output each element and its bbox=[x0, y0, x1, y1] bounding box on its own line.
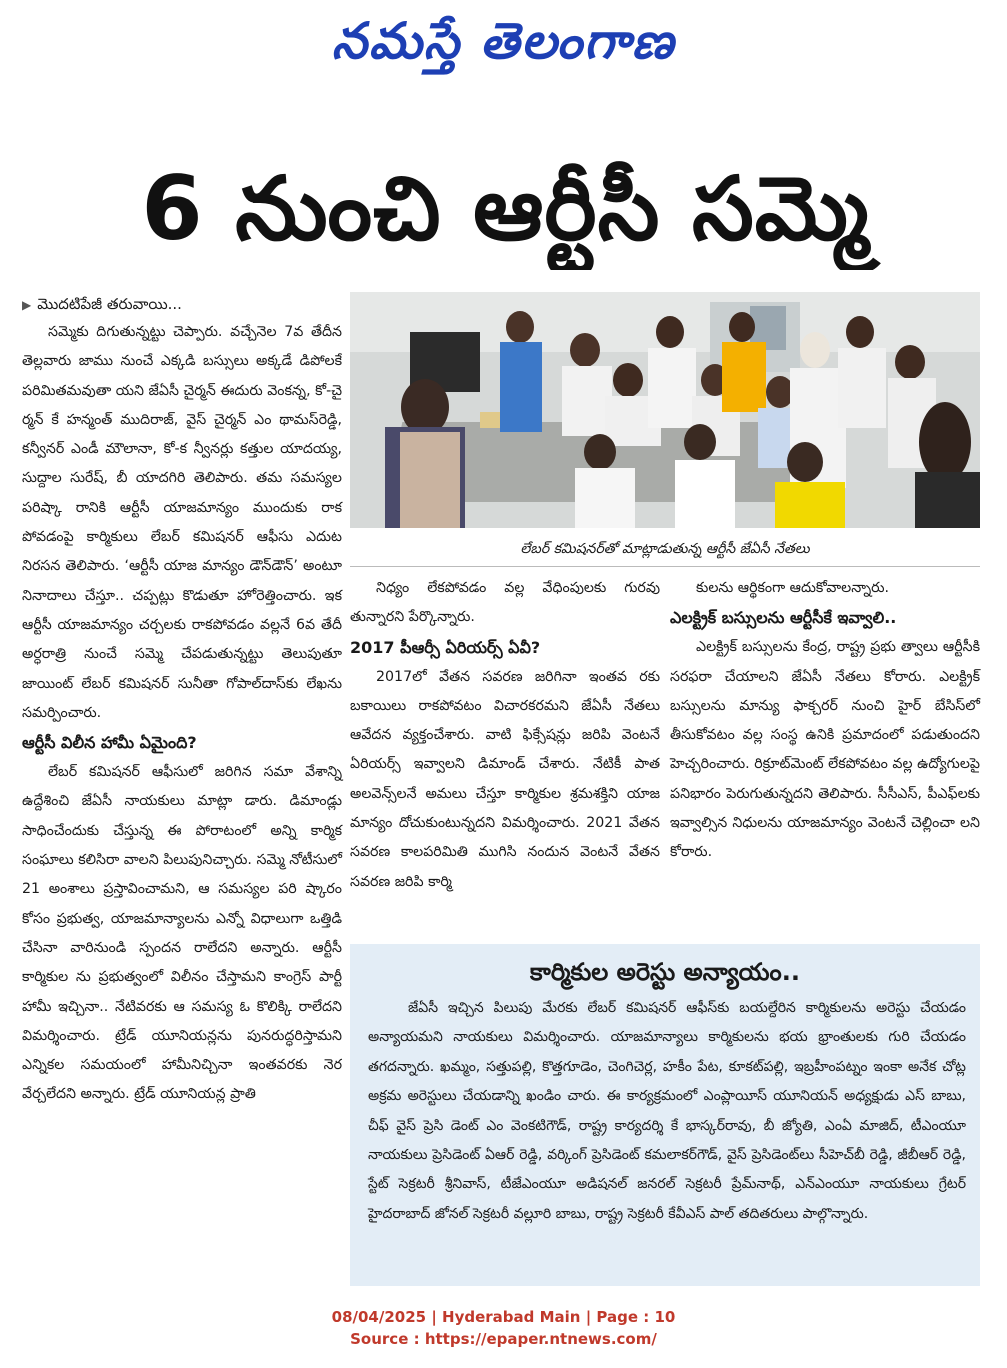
masthead-logo: నమస్తే తెలంగాణ bbox=[331, 11, 676, 70]
kicker-text: మొదటిపేజీ తరువాయి... bbox=[37, 295, 182, 313]
column2-subhead: 2017 పీఆర్సీ ఏరియర్స్ ఏవీ? bbox=[350, 637, 541, 657]
column3-para2: ఎలక్ట్రిక్ బస్సులను కేంద్ర, రాష్ట్ర ప్రభు త్వాలు ఆర్టీసీకి సరఫరా చేయాలని జేఏసీ నేతలు కోరారు. ఎలక్ట్రిక్ బస్సులను మాన్యు ఫాక్చరర్ నుంచి హైర్ బేసిస్‌లో తీసుకోవటం వల్ల సంస్థ ఉనికి ప్రమాదంలో పడుతుందని హెచ్చరించారు. రిక్రూట్‌మెంట్ లేకపోవటం వల్ల ఉద్యోగులపై పనిభారం పెరుగుతున్నదని తెలిపారు. సీసీఎస్, పీఎఫ్‌లకు ఇవ్వాల్సిన నిధులను యాజమాన్యం వెంటనే చెల్లించా లని కోరారు. bbox=[670, 639, 980, 861]
column2-para1: నిధ్యం లేకపోవడం వల్ల వేధింపులకు గురవు తున్నారని పేర్కొన్నారు. bbox=[350, 580, 660, 626]
column-2 bbox=[350, 574, 660, 897]
column-1 bbox=[22, 318, 342, 1110]
column1-para2: లేబర్ కమిషనర్ ఆఫీసులో జరిగిన సమా వేశాన్ని ఉద్దేశించి జేఏసీ నాయకులు మాట్లా డారు. డిమాండ్లు సాధించేందుకు చేస్తున్న ఈ పోరాటంలో అన్ని కార్మిక సంఘాలు కలిసిరా వాలని పిలుపునిచ్చారు. సమ్మె నోటీసులో 21 అంశాలు ప్రస్తావించామని, ఆ సమస్యల పరి ష్కారం కోసం ప్రభుత్వ, యాజమాన్యాలను ఎన్నో విధాలుగా ఒత్తిడి చేసినా వారినుండి స్పందన రాలేదని అన్నారు. ఆర్టీసీ కార్మికుల ను ప్రభుత్వంలో విలీనం చేస్తామని కాంగ్రెస్ పార్టీ హామీ ఇచ్చినా.. నేటివరకు ఆ సమస్య ఓ కొలిక్కి రాలేదని విమర్శించారు. ట్రేడ్ యూనియన్లను పునరుద్ధరిస్తామని ఎన్నికల సమయంలో హామీనిచ్చినా ఇంతవరకు నెర వేర్చలేదని అన్నారు. ట్రేడ్ యూనియన్ల ప్రాతి bbox=[22, 764, 342, 1103]
column3-subhead: ఎలక్ట్రిక్ బస్సులను ఆర్టీసీకే ఇవ్వాలి.. bbox=[670, 608, 897, 628]
news-photo bbox=[350, 292, 980, 528]
headline: 6 నుంచి ఆర్టీసీ సమ్మె bbox=[141, 157, 870, 260]
triangle-icon: ▶ bbox=[22, 298, 32, 312]
box-body bbox=[368, 994, 966, 1229]
meeting-photo-illustration bbox=[350, 292, 980, 528]
column1-para1: సమ్మెకు దిగుతున్నట్టు చెప్పారు. వచ్చేనెల 7వ తేదీన తెల్లవారు జాము నుంచే ఎక్కడి బస్సులు అక్కడే డిపోలకే పరిమితమవుతా యని జేఏసీ చైర్మన్ ఈదురు వెంకన్న, కో-చై ర్మన్ కే హన్మంత్ ముదిరాజ్, వైస్ చైర్మన్ ఎం థామస్‌రెడ్డి, కన్వీనర్ ఎండీ మౌలానా, కో-క న్వీనర్లు కత్తుల యాదయ్య, సుద్దాల సురేష్, బీ యాదగిరి తెలిపారు. తమ సమస్యల పరిష్కా రానికి ఆర్టీసీ యాజమాన్యం ముందుకు రాక పోవడంపై కార్మికులు లేబర్ కమిషనర్ ఆఫీసు ఎదుట నిరసన తెలిపారు. ‘ఆర్టీసీ యాజ మాన్యం డౌన్‌డౌన్’ అంటూ నినాదాలు చేస్తూ.. చప్పట్లు కొడుతూ హోరెత్తించారు. ఇక ఆర్టీసీ యాజమాన్యం చర్చలకు రాకపోవడం వల్లనే 6వ తేదీ అర్ధరాత్రి నుంచే సమ్మె చేపడుతున్నట్టు తెలుపుతూ జాయింట్ లేబర్ కమిషనర్ సునీతా గోపాల్‌దాస్‌కు లేఖను సమర్పించారు. bbox=[22, 324, 342, 721]
arrest-box bbox=[350, 944, 980, 1286]
box-paragraph: జేఏసీ ఇచ్చిన పిలుపు మేరకు లేబర్ కమిషనర్ ఆఫీస్‌కు బయల్దేరిన కార్మికులను అరెస్టు చేయడం అన్యాయమని నాయకులు విమర్శించారు. యాజమాన్యాలు కార్మికులను భయ భ్రాంతులకు గురి చేయడం తగదన్నారు. ఖమ్మం, సత్తుపల్లి, కొత్తగూడెం, చెంగిచెర్ల, హకీం పేట, కూకట్‌పల్లి, ఇబ్రహీంపట్నం ఇంకా అనేక చోట్ల అక్రమ అరెస్టులు చేయడాన్ని ఖండిం చారు. ఈ కార్యక్రమంలో ఎంప్లాయీస్ యూనియన్ అధ్యక్షుడు ఎస్ బాబు, చీఫ్ వైస్ ప్రెసి డెంట్ ఎం వెంకటిగౌడ్, రాష్ట్ర కార్యదర్శి కే భాస్కర్‌రావు, బీ జ్యోతి, ఎంఏ మాజిద్, టీఎంయూ నాయకులు ప్రెసిడెంట్ ఏఆర్ రెడ్డి, వర్కింగ్ ప్రెసిడెంట్ కమలాకర్‌గౌడ్, వైస్ ప్రెసిడెంట్‌లు సీహెచ్‌బీ రెడ్డి, జీబీఆర్ రెడ్డి, స్టేట్ సెక్రటరీ శ్రీనివాస్, టీజేఎంయూ అడిషనల్ జనరల్ సెక్రటరీ ప్రేమ్‌నాథ్, ఎన్ఎంయూ నాయకులు గ్రేటర్ హైదరాబాద్ జోనల్ సెక్రటరీ వల్లూరి బాబు, రాష్ట్ర సెక్రటరీ కేవీఎస్ పాల్ తదితరులు పాల్గొన్నారు. bbox=[368, 1000, 966, 1222]
photo-caption: లేబర్ కమిషనర్‌తో మాట్లాడుతున్న ఆర్టీసీ జేఏసీ నేతలు bbox=[350, 532, 980, 567]
footer-source-link[interactable]: Source : https://epaper.ntnews.com/ bbox=[350, 1330, 657, 1348]
column1-subhead: ఆర్టీసీ విలీన హామీ ఏమైంది? bbox=[22, 733, 197, 753]
column2-para2: 2017లో వేతన సవరణ జరిగినా ఇంతవ రకు బకాయిలు రాకపోవటం విచారకరమని జేఏసీ నేతలు ఆవేదన వ్యక్తంచేశారు. వాటి ఫిక్సేషన్లు జరిపి వెంటనే ఏరియర్స్ ఇవ్వాలని డిమాండ్ చేశారు. నేటికీ పాత అలవెన్స్‌లనే అమలు చేస్తూ కార్మికుల శ్రమశక్తిని యాజ మాన్యం దోచుకుంటున్నదని విమర్శించారు. 2021 వేతన సవరణ కాలపరిమితి ముగిసి నందున వెంటనే వేతన సవరణ జరిపి కార్మి bbox=[350, 668, 660, 890]
box-title: కార్మికుల అరెస్టు అన్యాయం.. bbox=[530, 958, 800, 986]
column3-para1: కులను ఆర్థికంగా ఆదుకోవాలన్నారు. bbox=[696, 580, 890, 596]
kicker bbox=[22, 292, 342, 317]
footer-dateline: 08/04/2025 | Hyderabad Main | Page : 10 bbox=[331, 1308, 676, 1326]
column-3 bbox=[670, 574, 980, 868]
